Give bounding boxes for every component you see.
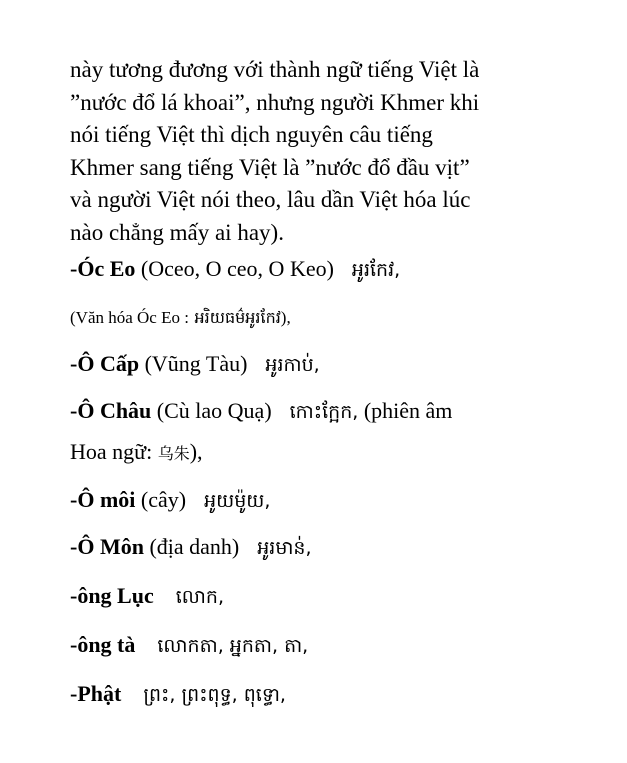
paragraph-line: Khmer sang tiếng Việt là ”nước đổ đầu vịt” [70, 154, 470, 180]
entry-term: -Óc Eo [70, 256, 136, 281]
entry-term: -Ô môi [70, 487, 136, 512]
entry-note: (Vũng Tàu) [144, 351, 248, 376]
entry-khmer: អូរកែវ, [351, 259, 401, 281]
entry-tail: ), [189, 439, 203, 464]
paragraph-line: ”nước đổ lá khoai”, nhưng người Khmer khi [70, 89, 480, 115]
entry-term: -Phật [70, 681, 122, 706]
entry-ong-ta [70, 631, 570, 660]
entry-o-moi [70, 486, 570, 515]
paragraph-line: nói tiếng Việt thì dịch nguyên câu tiếng [70, 122, 433, 147]
entry-o-chau [70, 397, 570, 426]
entry-tail: ), [280, 308, 291, 327]
entry-khmer: លោកតា, អ្នកតា, តា, [157, 635, 309, 657]
entry-khmer: អរិយធម៌អូរកែវ [194, 308, 281, 327]
entry-term: -Ô Châu [70, 398, 152, 423]
entry-khmer: អូយម៉ូយ, [204, 490, 271, 512]
document-page [70, 54, 570, 709]
entry-note: (Cù lao Quạ) [156, 398, 272, 423]
entry-term: -ông Lục [70, 583, 154, 608]
entry-term: -ông tà [70, 632, 136, 657]
entry-phat [70, 680, 570, 709]
paragraph-line: nào chẳng mấy ai hay). [70, 219, 284, 245]
paragraph-line: và người Việt nói theo, lâu dần Việt hóa lúc [70, 187, 471, 212]
entry-note: (Oceo, O ceo, O Keo) [140, 256, 334, 281]
entry-khmer: ព្រះ, ព្រះពុទ្ធ, ពុទ្ធោ, [143, 684, 286, 706]
entry-khmer: អូរមាន់, [257, 537, 312, 559]
intro-paragraph [70, 54, 570, 249]
entry-oc-eo-culture [70, 302, 570, 332]
entry-ong-luc [70, 582, 570, 611]
paragraph-line: này tương đương với thành ngữ tiếng Việt là [70, 57, 480, 82]
entry-extra: (phiên âm [363, 398, 453, 423]
entry-term: -Ô Cấp [70, 351, 140, 376]
entry-note: (Văn hóa Óc Eo : [70, 308, 189, 327]
entry-o-chau-line2 [70, 438, 570, 468]
entry-oc-eo [70, 255, 570, 284]
entry-note: (địa danh) [149, 534, 240, 559]
entry-khmer: អូរកាប់, [265, 354, 320, 376]
entry-prefix: Hoa ngữ: [70, 439, 153, 464]
entry-khmer: កោះក្អែក, [289, 401, 359, 423]
entry-note: (cây) [140, 487, 187, 512]
entry-o-mon [70, 533, 570, 562]
entry-term: -Ô Môn [70, 534, 144, 559]
entry-hanzi: 乌朱 [157, 444, 190, 463]
entry-o-cap [70, 350, 570, 379]
entry-khmer: លោក, [175, 586, 225, 608]
